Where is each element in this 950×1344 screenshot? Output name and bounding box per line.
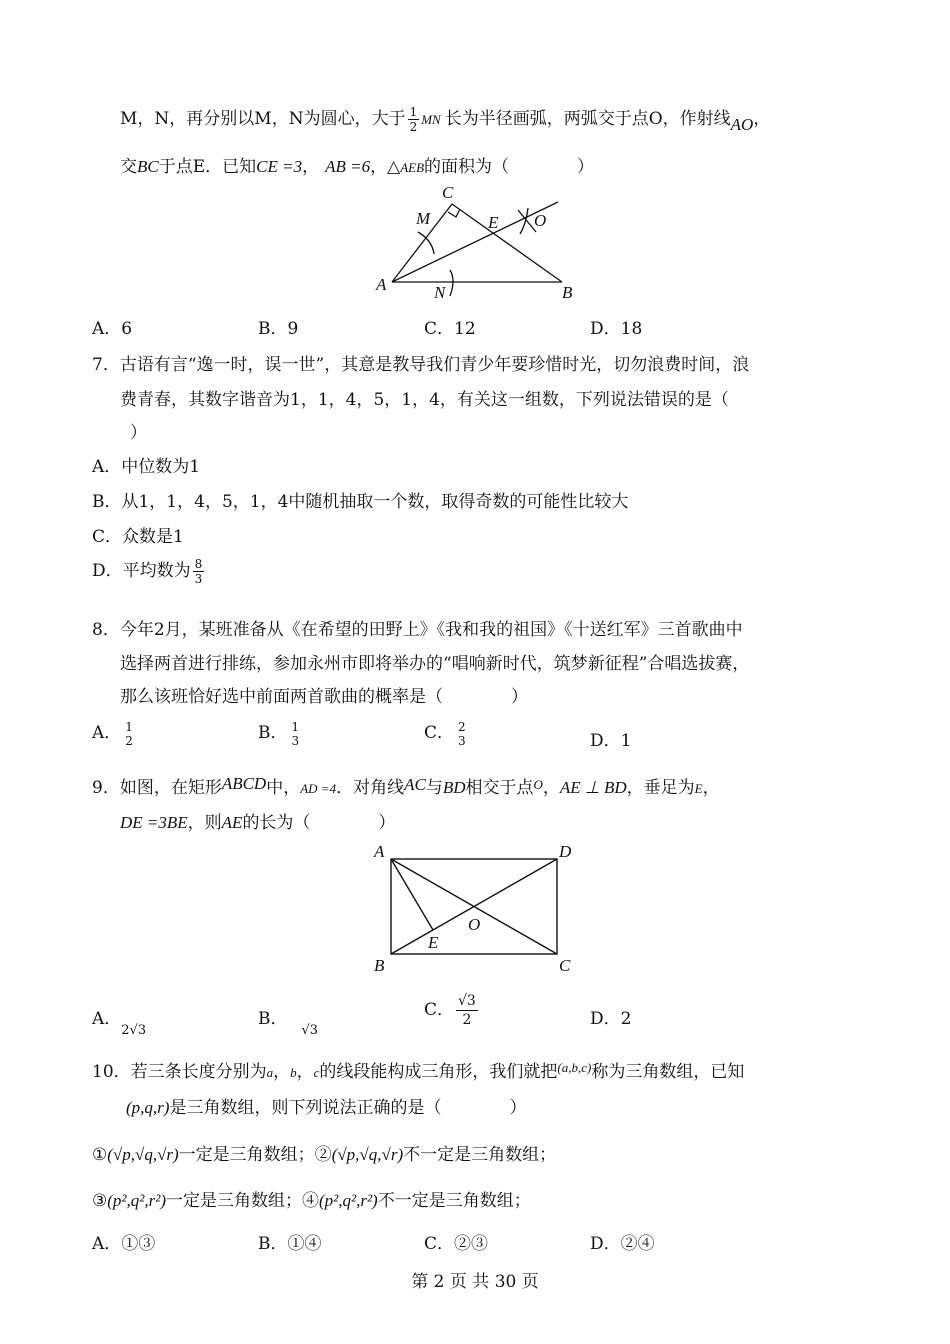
- q9-line1-f: ，: [542, 778, 560, 798]
- q6-aeb: AEB: [400, 160, 425, 175]
- q7-option-b[interactable]: B．从1，1，4，5，1，4中随机抽取一个数，取得奇数的可能性比较大: [92, 492, 629, 512]
- q9-option-b-value: √3: [301, 1023, 319, 1038]
- label-b: B: [562, 283, 573, 302]
- q9-line1-a: 9．如图，在矩形: [92, 778, 222, 798]
- q6-line1: [120, 104, 770, 134]
- q6-line2-a: 交: [120, 157, 137, 177]
- q9-line2: [120, 808, 395, 833]
- label-m: M: [416, 209, 431, 228]
- q10-s3-mark: ③: [92, 1191, 108, 1211]
- label-c: C: [442, 183, 454, 202]
- q9-line1-e: 相交于点: [465, 778, 534, 798]
- q8-option-d[interactable]: D．1: [590, 731, 632, 751]
- q10-line2: [126, 1093, 526, 1118]
- q6-option-a[interactable]: A．6: [92, 319, 133, 339]
- label-e: E: [428, 933, 439, 952]
- q9-option-c-num: √3: [458, 993, 476, 1009]
- q10-statements-12: [92, 1140, 556, 1165]
- q9-line1-h: ，: [702, 778, 720, 798]
- q9-line1-d: 与: [425, 778, 443, 798]
- q10-s1-tuple: (√p,√q,√r): [107, 1145, 179, 1164]
- q7-option-d[interactable]: [92, 556, 206, 586]
- q10-s4-mark: ④: [301, 1191, 319, 1211]
- q9-perp: AE ⊥ BD: [559, 778, 627, 797]
- q9-line1-b: 中，: [266, 778, 301, 798]
- q7-option-d-fraction: [193, 557, 205, 586]
- q6-half-num: 1: [409, 105, 418, 119]
- q9-bd: BD: [442, 778, 466, 797]
- q8-option-c-fraction: [456, 720, 468, 748]
- q10-statements-34: [92, 1186, 531, 1211]
- q10-c: c: [313, 1065, 320, 1080]
- q8-option-a-num: 1: [125, 719, 133, 734]
- q8-option-c-num: 2: [458, 719, 466, 734]
- label-n: N: [434, 283, 446, 302]
- label-o: O: [534, 211, 547, 230]
- q10-s3-tuple: (p²,q²,r²): [107, 1191, 166, 1210]
- q10-s2-tuple: (√p,√q,√r): [331, 1145, 404, 1164]
- q10-s1-text: 一定是三角数组；: [178, 1145, 315, 1165]
- label-e: E: [488, 213, 499, 232]
- q7-line2: 费青春，其数字谐音为1，1，4，5，1，4，有关这一组数，下列说法错误的是（: [120, 390, 729, 410]
- q10-line1: [92, 1057, 744, 1082]
- q8-option-b-fraction: [290, 720, 302, 748]
- q6-line2-e: 的面积为（ ）: [424, 157, 595, 177]
- label-b: B: [374, 956, 385, 975]
- q9-line1: [92, 773, 720, 798]
- page-footer: 第 2 页 共 30 页: [411, 1272, 539, 1292]
- q9-o: O: [533, 777, 543, 792]
- q9-line1-g: ，垂足为: [626, 778, 695, 798]
- q9-option-b-prefix: B．: [258, 1009, 288, 1029]
- arc-m: [418, 232, 434, 254]
- q10-line1-b: ，: [273, 1062, 291, 1082]
- label-d: D: [559, 842, 572, 861]
- q9-de: DE =3BE: [120, 813, 188, 832]
- q6-option-c[interactable]: C．12: [424, 319, 476, 339]
- q8-option-a[interactable]: [92, 718, 137, 748]
- q7-option-d-num: 8: [194, 557, 203, 571]
- q10-line1-c: ，: [296, 1062, 314, 1082]
- q9-option-c-fraction: [456, 992, 478, 1029]
- q7-option-d-prefix: D．平均数为: [92, 561, 191, 581]
- q6-bc: BC: [137, 157, 159, 176]
- q8-option-c-den: 3: [458, 733, 466, 748]
- q6-option-b[interactable]: B．9: [258, 319, 299, 339]
- q9-e: E: [694, 781, 703, 796]
- q7-line3: ）: [130, 423, 147, 443]
- q6-ab: AB =6: [325, 157, 371, 176]
- q9-ae: AE: [221, 813, 243, 832]
- q10-s4-text: 不一定是三角数组；: [377, 1191, 531, 1211]
- q6-line1-end: ，: [753, 109, 771, 129]
- q7-line1: 7．古语有言“逸一时，误一世”，其意是教导我们青少年要珍惜时光，切勿浪费时间，浪: [92, 355, 750, 375]
- segment-ae: [391, 859, 433, 930]
- arc-n: [450, 270, 453, 296]
- q10-line2-a: 是三角数组，则下列说法正确的是（ ）: [169, 1098, 527, 1118]
- q8-line3: 那么该班恰好选中前面两首歌曲的概率是（ ）: [120, 687, 528, 707]
- q10-pqr-tuple: (p,q,r): [126, 1098, 170, 1117]
- q9-abcd: ABCD: [221, 774, 267, 793]
- q9-rectangle-figure: [370, 838, 580, 978]
- q6-line2-b: 于点E．已知: [158, 157, 257, 177]
- q10-abc-tuple: (a,b,c): [557, 1060, 592, 1075]
- label-c: C: [559, 956, 571, 975]
- q10-line1-e: 称为三角数组，已知: [591, 1062, 745, 1082]
- q7-option-c[interactable]: C．众数是1: [92, 527, 184, 547]
- q7-option-a[interactable]: A．中位数为1: [92, 457, 201, 477]
- right-angle-mark: [448, 209, 460, 217]
- q9-option-a-value: 2√3: [121, 1023, 147, 1038]
- q8-line2: 选择两首进行排练，参加永州市即将举办的“唱响新时代，筑梦新征程”合唱选拔赛，: [120, 654, 750, 674]
- label-a: A: [374, 842, 385, 861]
- q6-line1-b: 长为半径画弧，两弧交于点O，作射线: [444, 109, 731, 129]
- q6-triangle-figure: [370, 180, 573, 302]
- q10-s3-text: 一定是三角数组；: [165, 1191, 302, 1211]
- q7-option-d-den: 3: [194, 572, 203, 586]
- q9-option-c-prefix: C．: [424, 1000, 455, 1020]
- q9-option-c[interactable]: [424, 992, 480, 1029]
- q10-b: b: [290, 1065, 297, 1080]
- label-o: O: [468, 915, 481, 934]
- q10-s2-text: 不一定是三角数组；: [403, 1145, 557, 1165]
- q9-ad: AD =4: [300, 781, 337, 796]
- q10-line1-a: 10．若三条长度分别为: [92, 1062, 267, 1082]
- q6-line2-d: ，△: [370, 157, 401, 177]
- q8-option-c-prefix: C．: [424, 723, 455, 743]
- q10-s4-tuple: (p²,q²,r²): [318, 1191, 378, 1210]
- q6-half-fraction: [408, 105, 420, 134]
- q9-option-c-den: 2: [462, 1012, 472, 1028]
- q9-option-a[interactable]: [92, 1004, 147, 1038]
- q9-line1-c: ．对角线: [336, 778, 405, 798]
- q6-option-d[interactable]: D．18: [590, 319, 643, 339]
- q8-option-a-den: 2: [125, 733, 133, 748]
- q9-option-a-prefix: A．: [92, 1009, 122, 1029]
- q6-line2-c: ，: [302, 157, 320, 177]
- q10-s2-mark: ②: [314, 1145, 332, 1165]
- q8-option-b-num: 1: [291, 719, 300, 734]
- q8-option-a-prefix: A．: [92, 723, 122, 743]
- q8-option-b-prefix: B．: [258, 723, 288, 743]
- q10-line1-d: 的线段能构成三角形，我们就把: [319, 1062, 558, 1082]
- q10-option-d[interactable]: D．②④: [590, 1234, 655, 1254]
- q8-option-a-fraction: [123, 720, 135, 748]
- q10-option-a[interactable]: A．①③: [92, 1234, 156, 1254]
- q9-line2-b: 的长为（ ）: [242, 813, 396, 833]
- q10-a: a: [266, 1065, 274, 1080]
- q9-line2-a: ，则: [187, 813, 222, 833]
- q8-option-b-den: 3: [291, 733, 300, 748]
- q6-half-den: 2: [409, 120, 418, 134]
- q8-option-b[interactable]: [258, 718, 303, 748]
- q6-line1-a: M，N，再分别以M，N为圆心，大于: [120, 109, 406, 129]
- q10-option-c[interactable]: C．②③: [424, 1234, 489, 1254]
- q6-ao: AO: [730, 115, 754, 134]
- q6-ce: CE =3: [256, 157, 303, 176]
- q9-option-d[interactable]: D．2: [590, 1009, 632, 1029]
- q6-mn: MN: [421, 112, 441, 127]
- q10-option-b[interactable]: B．①④: [258, 1234, 322, 1254]
- q8-line1: 8．今年2月，某班准备从《在希望的田野上》《我和我的祖国》《十送红军》三首歌曲中: [92, 620, 743, 640]
- q9-ac: AC: [404, 775, 426, 794]
- q8-option-c[interactable]: [424, 718, 470, 748]
- label-a: A: [376, 275, 387, 294]
- q9-option-b[interactable]: [258, 1004, 319, 1038]
- q6-line2: [120, 152, 594, 177]
- q10-s1-mark: ①: [92, 1145, 108, 1165]
